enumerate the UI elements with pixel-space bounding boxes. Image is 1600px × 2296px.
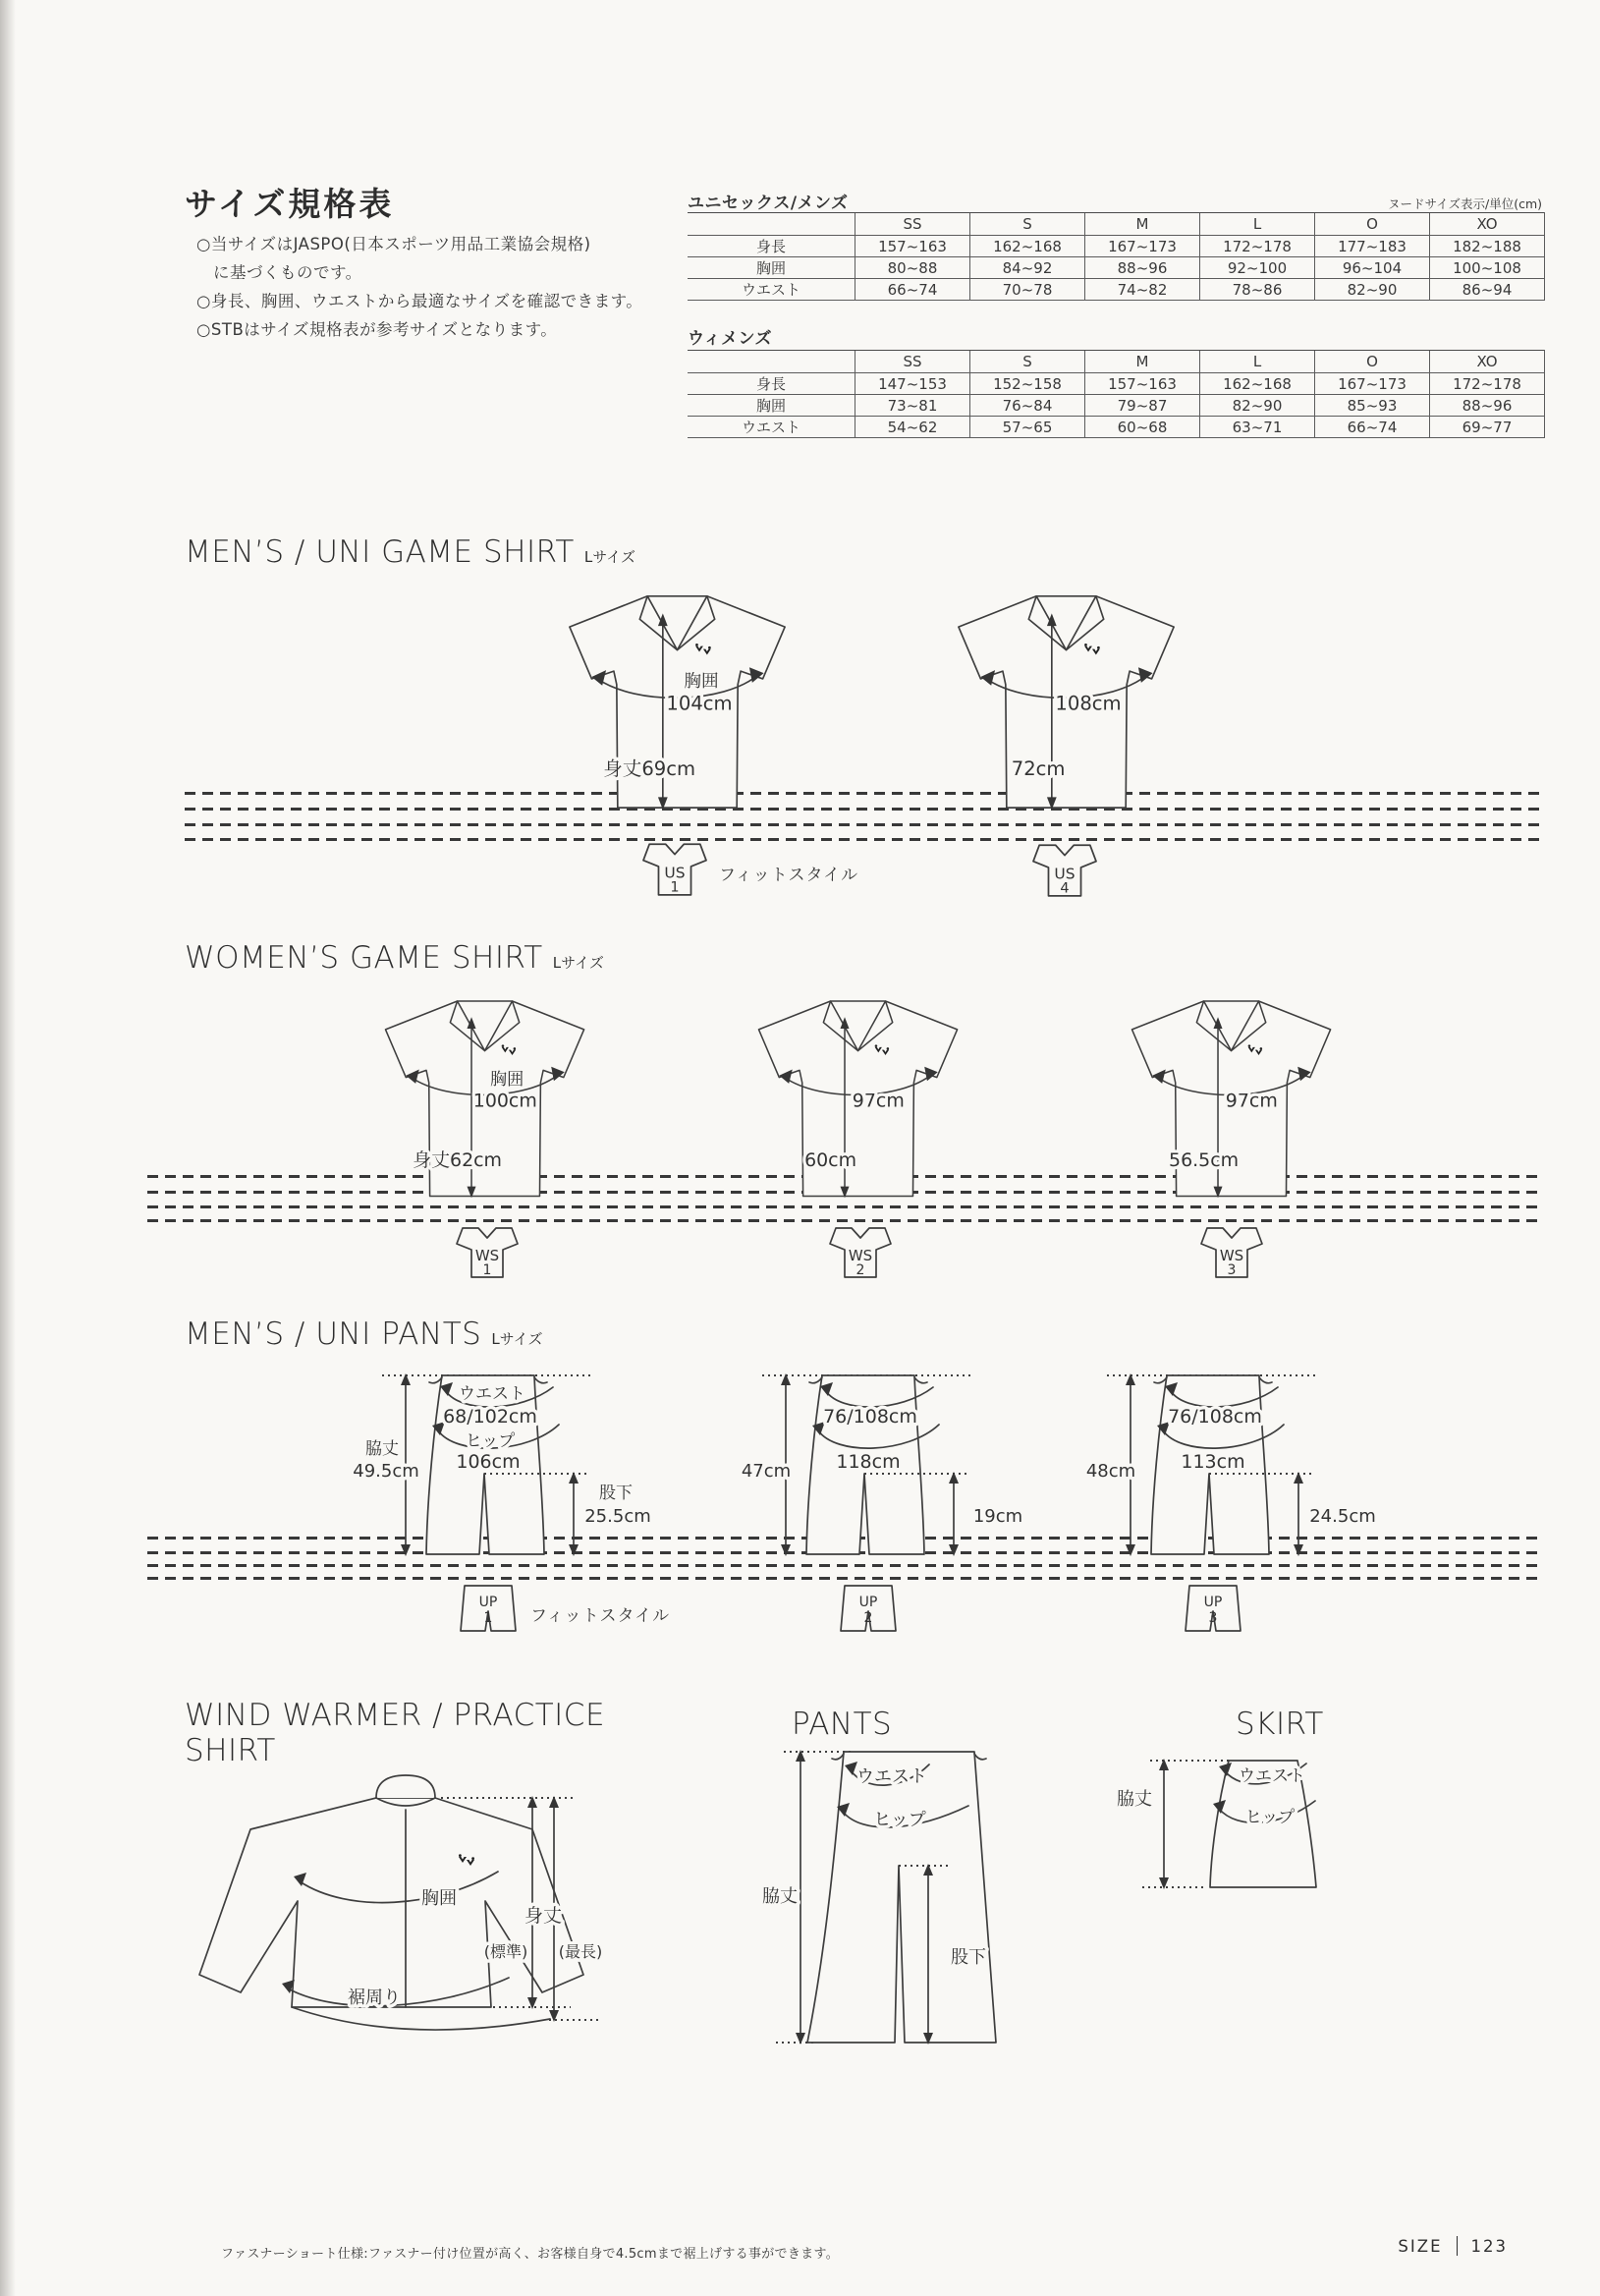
- badge-number: 3: [1227, 1262, 1237, 1278]
- court-line: [147, 1219, 1542, 1222]
- col-header: XO: [1430, 213, 1545, 236]
- note-line: ○STBはサイズ規格表が参考サイズとなります。: [196, 320, 558, 339]
- table-title-womens: ウィメンズ: [688, 329, 772, 349]
- col-header: L: [1200, 351, 1315, 373]
- cell: 157~163: [1085, 373, 1200, 395]
- cell: 167~173: [1315, 373, 1430, 395]
- chest-label: 胸囲: [684, 671, 719, 692]
- cell: 157~163: [855, 236, 970, 257]
- cell: 167~173: [1085, 236, 1200, 257]
- page-number-value: 123: [1470, 2236, 1508, 2256]
- chest-value: 100cm: [472, 1090, 537, 1112]
- row-label: 身長: [688, 373, 855, 395]
- badge-code: UP: [1203, 1595, 1223, 1610]
- waist-value: 68/102cm: [443, 1406, 537, 1428]
- col-header: L: [1200, 213, 1315, 236]
- section-title-mens-pants: MEN’S / UNI PANTS Lサイズ: [185, 1316, 543, 1352]
- waist-label: ウエスト: [1239, 1766, 1305, 1786]
- section-title-skirt: SKIRT: [1236, 1707, 1324, 1742]
- chest-value: 108cm: [1055, 692, 1122, 715]
- cell: 88~96: [1085, 257, 1200, 279]
- badge-number: 1: [670, 879, 680, 896]
- note-line: ○当サイズはJASPO(日本スポーツ用品工業協会規格): [196, 235, 591, 253]
- hem-girth-label: 裾周り: [348, 1988, 401, 2008]
- section-title-pants: PANTS: [792, 1707, 893, 1742]
- table-title-mens: ユニセックス/メンズ: [688, 194, 849, 213]
- badge-number: 2: [863, 1610, 873, 1626]
- col-header: M: [1085, 351, 1200, 373]
- style-badge-up1: [461, 1584, 516, 1635]
- waist-label: ウエスト: [856, 1766, 927, 1787]
- chest-label: 胸囲: [489, 1069, 524, 1090]
- cell: 147~153: [855, 373, 970, 395]
- side-length-label: 脇丈: [1117, 1789, 1152, 1810]
- cell: 100~108: [1430, 257, 1545, 279]
- waist-value: 76/108cm: [823, 1406, 917, 1428]
- court-line: [185, 808, 1542, 811]
- length-value: 72cm: [1011, 756, 1066, 780]
- row-label: ウエスト: [688, 279, 855, 301]
- table-row: [688, 279, 1545, 301]
- wind-warmer-diagram: [182, 1768, 614, 2053]
- style-badge-us1: [643, 840, 706, 897]
- col-header: SS: [855, 351, 970, 373]
- note-line: ○身長、胸囲、ウエストから最適なサイズを確認できます。: [196, 292, 643, 310]
- side-length-label: 脇丈: [365, 1439, 399, 1459]
- skirt-diagram: [1105, 1744, 1331, 1901]
- style-badge-us4: [1033, 841, 1096, 898]
- cell: 172~178: [1200, 236, 1315, 257]
- hip-label: ヒップ: [1244, 1808, 1296, 1827]
- standard-length-label: (標準): [483, 1942, 528, 1961]
- cell: 76~84: [970, 395, 1085, 417]
- court-line: [185, 823, 1542, 826]
- body-length-label: 身丈: [524, 1905, 563, 1927]
- chest-value: 97cm: [852, 1090, 905, 1112]
- col-header: O: [1315, 213, 1430, 236]
- badge-number: 1: [482, 1262, 492, 1278]
- col-header: S: [970, 351, 1085, 373]
- mens-pants-diagram-3: [1087, 1368, 1382, 1564]
- cell: 63~71: [1200, 417, 1315, 438]
- chest-label: 胸囲: [421, 1888, 457, 1909]
- cell: 70~78: [970, 279, 1085, 301]
- mens-shirt-diagram-2: [944, 587, 1189, 812]
- cell: 177~183: [1315, 236, 1430, 257]
- section-title-mens-shirt: MEN’S / UNI GAME SHIRT Lサイズ: [185, 534, 636, 570]
- badge-code: WS: [474, 1247, 500, 1264]
- womens-shirt-diagram-3: [1118, 992, 1346, 1201]
- badge-number: 3: [1208, 1610, 1218, 1626]
- hip-value: 118cm: [836, 1451, 901, 1473]
- badge-number: 1: [483, 1610, 493, 1626]
- hip-value: 113cm: [1181, 1451, 1245, 1473]
- inseam-value: 24.5cm: [1309, 1506, 1376, 1527]
- size-note: Lサイズ: [583, 548, 636, 566]
- cell: 162~168: [970, 236, 1085, 257]
- table-header-row: [688, 213, 1545, 236]
- cell: 82~90: [1315, 279, 1430, 301]
- table-row: [688, 373, 1545, 395]
- cell: 66~74: [855, 279, 970, 301]
- page-label: SIZE: [1398, 2236, 1443, 2256]
- length-value: 身丈62cm: [413, 1148, 503, 1171]
- longest-length-label: (最長): [558, 1942, 603, 1961]
- size-note: Lサイズ: [491, 1330, 543, 1348]
- inseam-label: 股下: [599, 1484, 633, 1503]
- length-value: 56.5cm: [1169, 1148, 1240, 1171]
- cell: 162~168: [1200, 373, 1315, 395]
- row-label: ウエスト: [688, 417, 855, 438]
- hip-label: ヒップ: [873, 1810, 926, 1830]
- page-number: [1398, 2236, 1508, 2256]
- badge-code: WS: [848, 1247, 873, 1264]
- mens-pants-diagram-1: [353, 1368, 657, 1564]
- section-title-womens-shirt: WOMEN’S GAME SHIRT Lサイズ: [185, 940, 604, 976]
- col-header: O: [1315, 351, 1430, 373]
- cell: 80~88: [855, 257, 970, 279]
- badge-code: UP: [478, 1595, 498, 1610]
- size-table-womens: [688, 350, 1545, 438]
- side-length-value: 47cm: [741, 1461, 792, 1482]
- length-value: 身丈69cm: [603, 756, 696, 780]
- table-row: [688, 395, 1545, 417]
- inseam-value: 19cm: [972, 1506, 1023, 1527]
- cell: 73~81: [855, 395, 970, 417]
- mens-pants-diagram-2: [743, 1368, 1037, 1564]
- pants-long-diagram: [756, 1737, 1007, 2061]
- cell: 66~74: [1315, 417, 1430, 438]
- length-value: 60cm: [804, 1148, 857, 1171]
- badge-code: US: [1054, 865, 1076, 883]
- section-title-wind-warmer: WIND WARMER / PRACTICE SHIRT: [185, 1698, 606, 1768]
- size-table-mens: [688, 212, 1545, 301]
- page-title: サイズ規格表: [185, 185, 395, 223]
- cell: 54~62: [855, 417, 970, 438]
- cell: 85~93: [1315, 395, 1430, 417]
- fit-style-note: フィットスタイル: [530, 1606, 671, 1626]
- page-number-divider: [1457, 2236, 1458, 2256]
- table-row: [688, 257, 1545, 279]
- chest-value: 97cm: [1225, 1090, 1278, 1112]
- cell: 92~100: [1200, 257, 1315, 279]
- chest-value: 104cm: [666, 692, 733, 715]
- cell: 84~92: [970, 257, 1085, 279]
- note-line: に基づくものです。: [213, 263, 362, 282]
- style-badge-ws1: [457, 1224, 518, 1279]
- inseam-value: 25.5cm: [584, 1506, 651, 1527]
- row-label: 胸囲: [688, 395, 855, 417]
- col-header: XO: [1430, 351, 1545, 373]
- footer-note: ファスナーショート仕様:ファスナー付け位置が高く、お客様自身で4.5cmまで裾上げする事ができます。: [221, 2247, 840, 2262]
- cell: 182~188: [1430, 236, 1545, 257]
- table-row: [688, 417, 1545, 438]
- table-header-row: [688, 351, 1545, 373]
- womens-shirt-diagram-2: [745, 992, 972, 1201]
- court-line: [185, 838, 1542, 841]
- row-label: 胸囲: [688, 257, 855, 279]
- cell: 69~77: [1430, 417, 1545, 438]
- cell: 60~68: [1085, 417, 1200, 438]
- court-line: [185, 792, 1542, 795]
- cell: 88~96: [1430, 395, 1545, 417]
- col-header: M: [1085, 213, 1200, 236]
- size-notes: [196, 230, 642, 344]
- badge-code: WS: [1219, 1247, 1244, 1264]
- style-badge-up3: [1186, 1584, 1241, 1635]
- badge-code: US: [664, 864, 686, 882]
- side-length-label: 脇丈: [762, 1886, 798, 1907]
- size-note: Lサイズ: [552, 954, 604, 972]
- mens-shirt-diagram-1: [555, 587, 800, 812]
- side-length-value: 49.5cm: [353, 1461, 419, 1482]
- badge-code: UP: [858, 1595, 878, 1610]
- waist-label: ウエスト: [459, 1384, 525, 1404]
- fit-style-note: フィットスタイル: [719, 866, 859, 885]
- court-line: [147, 1577, 1542, 1580]
- unit-note: ヌードサイズ表示/単位(cm): [1387, 196, 1542, 211]
- badge-number: 4: [1060, 880, 1070, 897]
- court-line: [147, 1564, 1542, 1567]
- scan-edge-shadow: [0, 0, 16, 2296]
- cell: 57~65: [970, 417, 1085, 438]
- cell: 152~158: [970, 373, 1085, 395]
- col-header: S: [970, 213, 1085, 236]
- court-line: [147, 1205, 1542, 1208]
- cell: 96~104: [1315, 257, 1430, 279]
- style-badge-ws2: [830, 1224, 891, 1279]
- col-header: SS: [855, 213, 970, 236]
- side-length-value: 48cm: [1085, 1461, 1136, 1482]
- cell: 82~90: [1200, 395, 1315, 417]
- waist-value: 76/108cm: [1168, 1406, 1262, 1428]
- cell: 172~178: [1430, 373, 1545, 395]
- inseam-label: 股下: [951, 1947, 986, 1968]
- womens-shirt-diagram-1: [371, 992, 599, 1201]
- cell: 78~86: [1200, 279, 1315, 301]
- table-row: [688, 236, 1545, 257]
- hip-label: ヒップ: [465, 1431, 516, 1451]
- style-badge-up2: [841, 1584, 896, 1635]
- style-badge-ws3: [1201, 1224, 1262, 1279]
- hip-value: 106cm: [456, 1451, 521, 1473]
- cell: 74~82: [1085, 279, 1200, 301]
- badge-number: 2: [855, 1262, 865, 1278]
- cell: 86~94: [1430, 279, 1545, 301]
- row-label: 身長: [688, 236, 855, 257]
- cell: 79~87: [1085, 395, 1200, 417]
